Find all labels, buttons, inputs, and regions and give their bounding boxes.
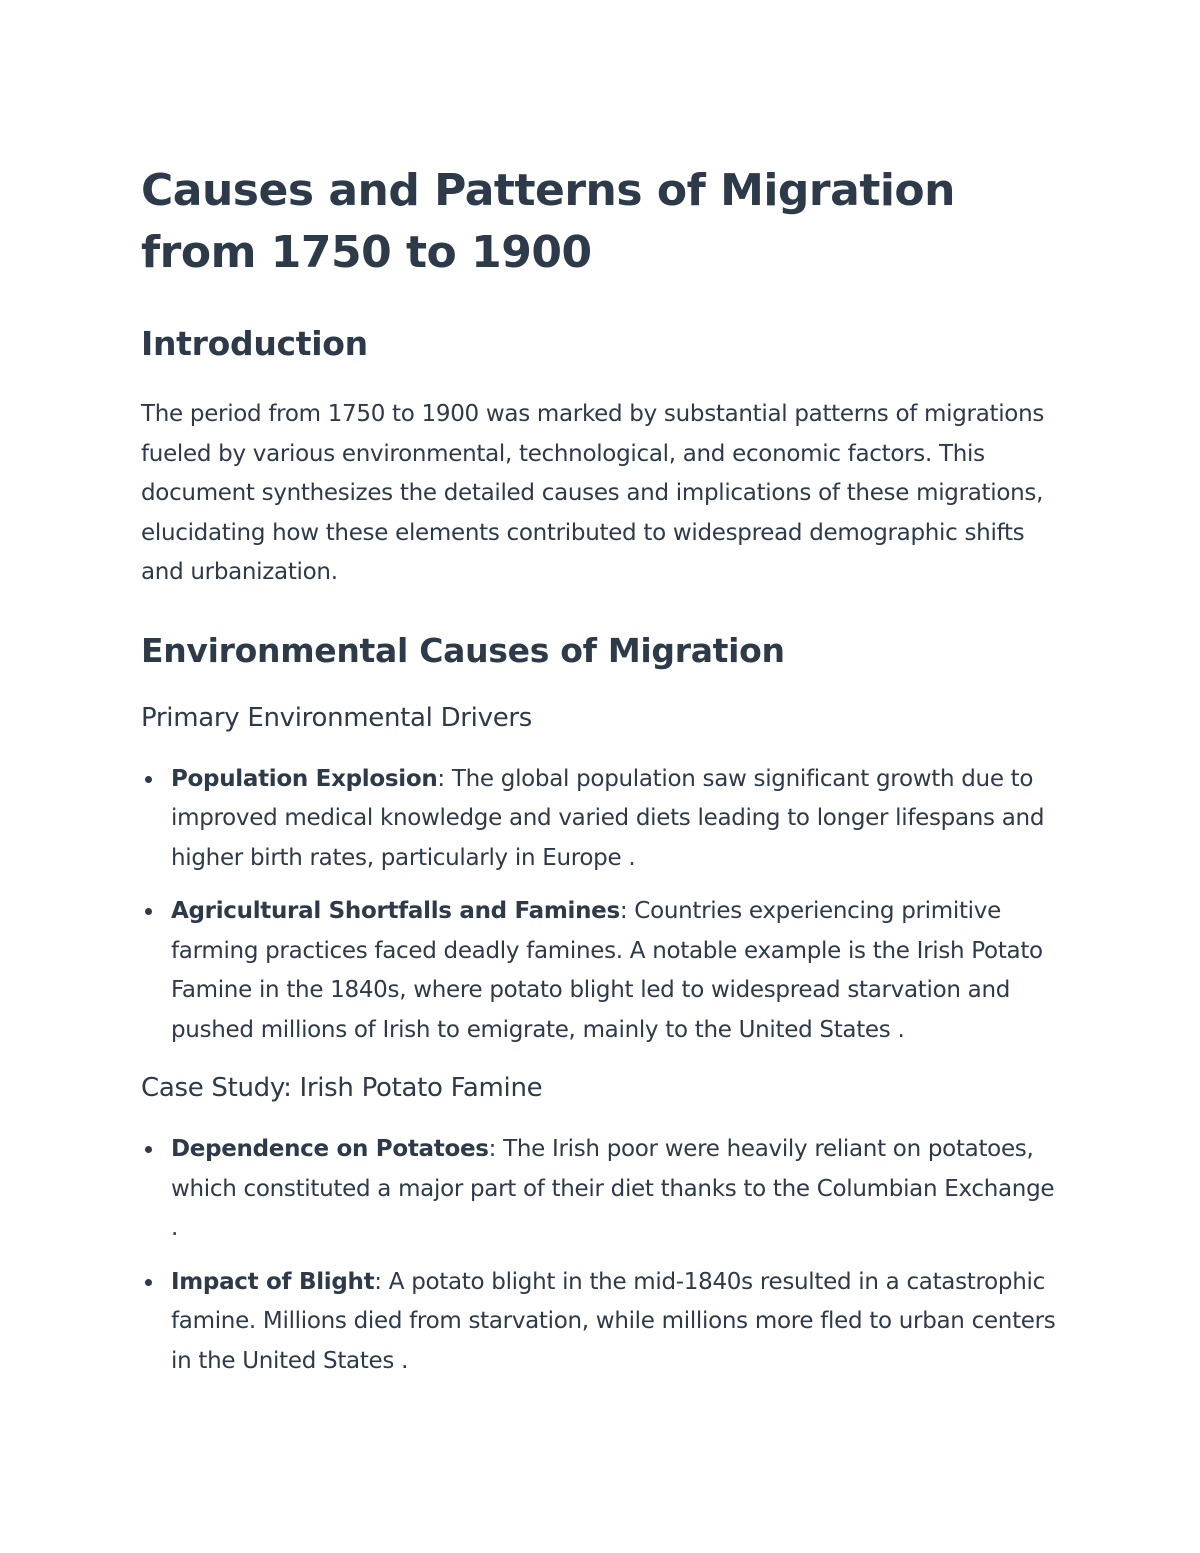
list-item xyxy=(141,1130,1066,1249)
page-title: Causes and Patterns of Migration from 1750 to 1900 xyxy=(141,165,955,278)
environmental-causes-heading: Environmental Causes of Migration xyxy=(141,630,785,670)
case-study-list xyxy=(141,1130,1066,1381)
primary-drivers-list xyxy=(141,760,1066,1051)
list-item-term: Agricultural Shortfalls and Famines xyxy=(171,898,620,924)
list-item-text: : Countries experiencing primitive farming practices faced deadly famines. A notable example is the Irish Potato Famine in the 1840s, where potato blight led to widespread starvation and pushed millions of Irish to emigrate, mainly to the United States . xyxy=(171,898,1043,1043)
list-item-text: : A potato blight in the mid-1840s resulted in a catastrophic famine. Millions died from starvation, while millions more fled to urban centers in the United States . xyxy=(171,1268,1056,1374)
list-item-term: Dependence on Potatoes xyxy=(171,1136,489,1162)
introduction-paragraph: The period from 1750 to 1900 was marked by substantial patterns of migrations fueled by various environmental, technological, and economic factors. This document synthesizes the detailed causes and implications of these migrations, elucidating how these elements contributed to widespread demographic shifts and urbanization. xyxy=(141,401,1045,585)
list-item-term: Impact of Blight xyxy=(171,1268,375,1295)
bullet-icon xyxy=(145,776,152,783)
case-study-heading: Case Study: Irish Potato Famine xyxy=(141,1073,543,1103)
list-item-term: Population Explosion xyxy=(171,765,438,792)
bullet-icon xyxy=(145,908,152,915)
list-item-text: : The Irish poor were heavily reliant on potatoes, which constituted a major part of their diet thanks to the Columbian Exchange . xyxy=(171,1136,1055,1241)
list-item xyxy=(141,760,1066,879)
introduction-heading: Introduction xyxy=(141,324,368,363)
list-item-text: : The global population saw significant growth due to improved medical knowledge and varied diets leading to longer lifespans and higher birth rates, particularly in Europe . xyxy=(171,765,1045,871)
bullet-icon xyxy=(145,1146,152,1153)
list-item xyxy=(141,1263,1066,1382)
primary-drivers-heading: Primary Environmental Drivers xyxy=(141,702,533,733)
bullet-icon xyxy=(145,1279,152,1286)
list-item xyxy=(141,892,1066,1050)
document-page xyxy=(141,160,1066,1381)
